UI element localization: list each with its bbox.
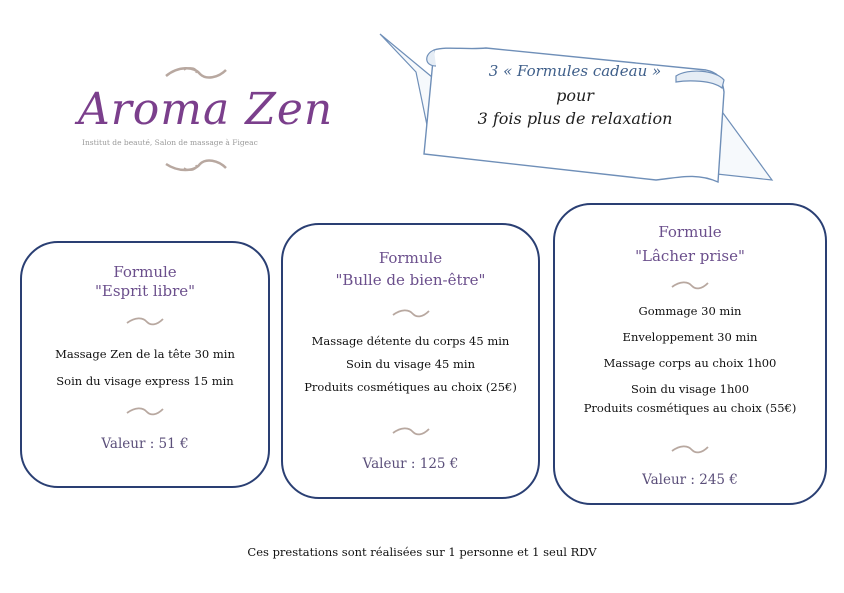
formula-card-lacher-prise <box>553 203 827 505</box>
card-item: Gommage 30 min <box>638 304 742 318</box>
formula-card-bulle-de-bien-etre <box>281 223 540 499</box>
card-heading: Formule <box>113 263 177 281</box>
logo-subtitle: Institut de beauté, Salon de massage à Figeac <box>82 138 258 147</box>
card-value: Valeur : 125 € <box>362 456 459 472</box>
card-item: Enveloppement 30 min <box>622 330 758 344</box>
card-item: Massage détente du corps 45 min <box>311 334 510 348</box>
footer-note: Ces prestations sont réalisées sur 1 personne et 1 seul RDV <box>247 545 597 559</box>
card-item: Soin du visage 45 min <box>346 357 475 371</box>
card-item: Produits cosmétiques au choix (25€) <box>304 380 517 394</box>
banner-line-2: pour <box>556 86 594 105</box>
card-heading: Formule <box>658 223 722 241</box>
banner-line-1: 3 « Formules cadeau » <box>488 62 662 80</box>
card-value: Valeur : 245 € <box>642 472 738 488</box>
card-heading: Formule <box>378 249 443 267</box>
logo <box>78 64 334 184</box>
card-formula-name: "Bulle de bien-être" <box>335 271 486 289</box>
swirl-ornament <box>670 443 710 455</box>
card-formula-name: "Lâcher prise" <box>635 247 745 265</box>
card-value: Valeur : 51 € <box>101 436 189 452</box>
top-swirl-ornament <box>164 64 228 82</box>
swirl-ornament <box>670 279 710 291</box>
swirl-ornament <box>391 307 431 319</box>
formula-card-esprit-libre <box>20 241 270 488</box>
card-item: Produits cosmétiques au choix (55€) <box>583 401 797 415</box>
card-item: Massage Zen de la tête 30 min <box>55 347 235 361</box>
logo-title: Aroma Zen <box>78 84 334 135</box>
swirl-ornament <box>125 405 165 417</box>
swirl-ornament <box>125 315 165 327</box>
card-formula-name: "Esprit libre" <box>94 282 196 300</box>
card-item: Soin du visage 1h00 <box>630 382 750 396</box>
swirl-ornament <box>391 425 431 437</box>
banner-line-3: 3 fois plus de relaxation <box>477 109 673 128</box>
bottom-swirl-ornament <box>164 156 228 174</box>
banner-text <box>430 58 720 128</box>
card-item: Soin du visage express 15 min <box>56 374 234 388</box>
card-item: Massage corps au choix 1h00 <box>603 356 777 370</box>
